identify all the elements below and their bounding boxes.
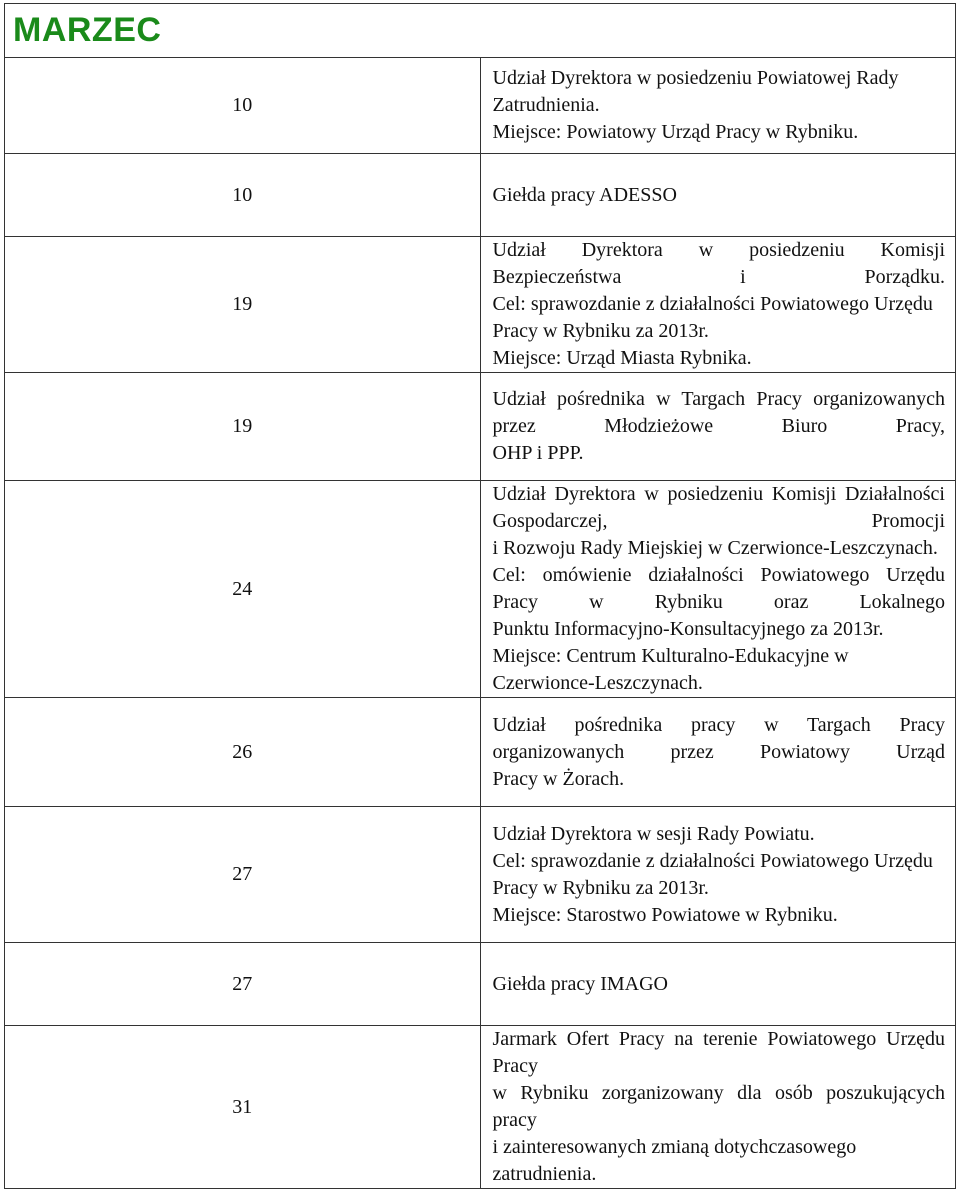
event-description-line: Udział pośrednika w Targach Pracy organizowanych przez Młodzieżowe Biuro Pracy, [492,388,945,437]
event-description-line: Miejsce: Centrum Kulturalno-Edukacyjne w Czerwionce-Leszczynach. [492,645,849,694]
event-description-line: Udział pośrednika pracy w Targach Pracy organizowanych przez Powiatowy Urząd [492,713,945,763]
schedule-row [5,1026,956,1189]
schedule-row [5,807,956,943]
schedule-row [5,373,956,481]
event-description [480,698,956,807]
schedule-row [5,237,956,373]
event-day: 19 [5,237,481,373]
schedule-page [4,3,956,1189]
event-description [480,1026,956,1189]
event-day: 26 [5,698,481,807]
event-description-line: Miejsce: Starostwo Powiatowe w Rybniku. [492,903,838,926]
event-description-line: OHP i PPP. [492,442,584,464]
event-description [480,154,956,237]
event-description-line: Punktu Informacyjno-Konsultacyjnego za 2013r. [492,618,884,640]
event-day: 31 [5,1026,481,1189]
month-title: MARZEC [5,4,956,58]
event-description [480,58,956,154]
schedule-table [4,3,956,1189]
event-description-line: Pracy w Żorach. [492,767,625,790]
event-description-line: Udział Dyrektora w sesji Rady Powiatu. [492,822,815,845]
event-day: 27 [5,943,481,1026]
event-description-line: Udział Dyrektora w posiedzeniu Powiatowej Rady Zatrudnienia. [492,67,899,116]
schedule-row [5,481,956,698]
event-description-line: i zainteresowanych zmianą dotychczasowego zatrudnienia. [492,1136,857,1185]
event-day: 19 [5,373,481,481]
event-description-line: Jarmark Ofert Pracy na terenie Powiatowego Urzędu Pracy [492,1028,945,1077]
event-description-line: Giełda pracy IMAGO [492,972,668,995]
event-description-line: Cel: sprawozdanie z działalności Powiatowego Urzędu Pracy w Rybniku za 2013r. [492,849,933,899]
event-description-line: i Rozwoju Rady Miejskiej w Czerwionce-Leszczynach. [492,537,938,559]
event-description-line: Udział Dyrektora w posiedzeniu Komisji Działalności Gospodarczej, Promocji [492,483,945,532]
event-day: 10 [5,154,481,237]
event-description-line: Miejsce: Powiatowy Urząd Pracy w Rybniku. [492,121,859,143]
event-day: 10 [5,58,481,154]
schedule-row [5,698,956,807]
event-description-line: w Rybniku zorganizowany dla osób poszukujących pracy [492,1082,945,1131]
schedule-row [5,58,956,154]
event-description [480,481,956,698]
event-description [480,943,956,1026]
event-description [480,237,956,373]
event-day: 24 [5,481,481,698]
event-description-line: Cel: sprawozdanie z działalności Powiatowego Urzędu Pracy w Rybniku za 2013r. [492,293,933,342]
schedule-row [5,154,956,237]
schedule-row [5,943,956,1026]
event-description [480,373,956,481]
event-description [480,807,956,943]
event-description-line: Giełda pracy ADESSO [492,183,677,206]
event-description-line: Cel: omówienie działalności Powiatowego Urzędu Pracy w Rybniku oraz Lokalnego [492,564,945,613]
event-description-line: Miejsce: Urząd Miasta Rybnika. [492,347,752,369]
event-description-line: Udział Dyrektora w posiedzeniu Komisji Bezpieczeństwa i Porządku. [492,239,945,288]
month-header-row [5,4,956,58]
event-day: 27 [5,807,481,943]
